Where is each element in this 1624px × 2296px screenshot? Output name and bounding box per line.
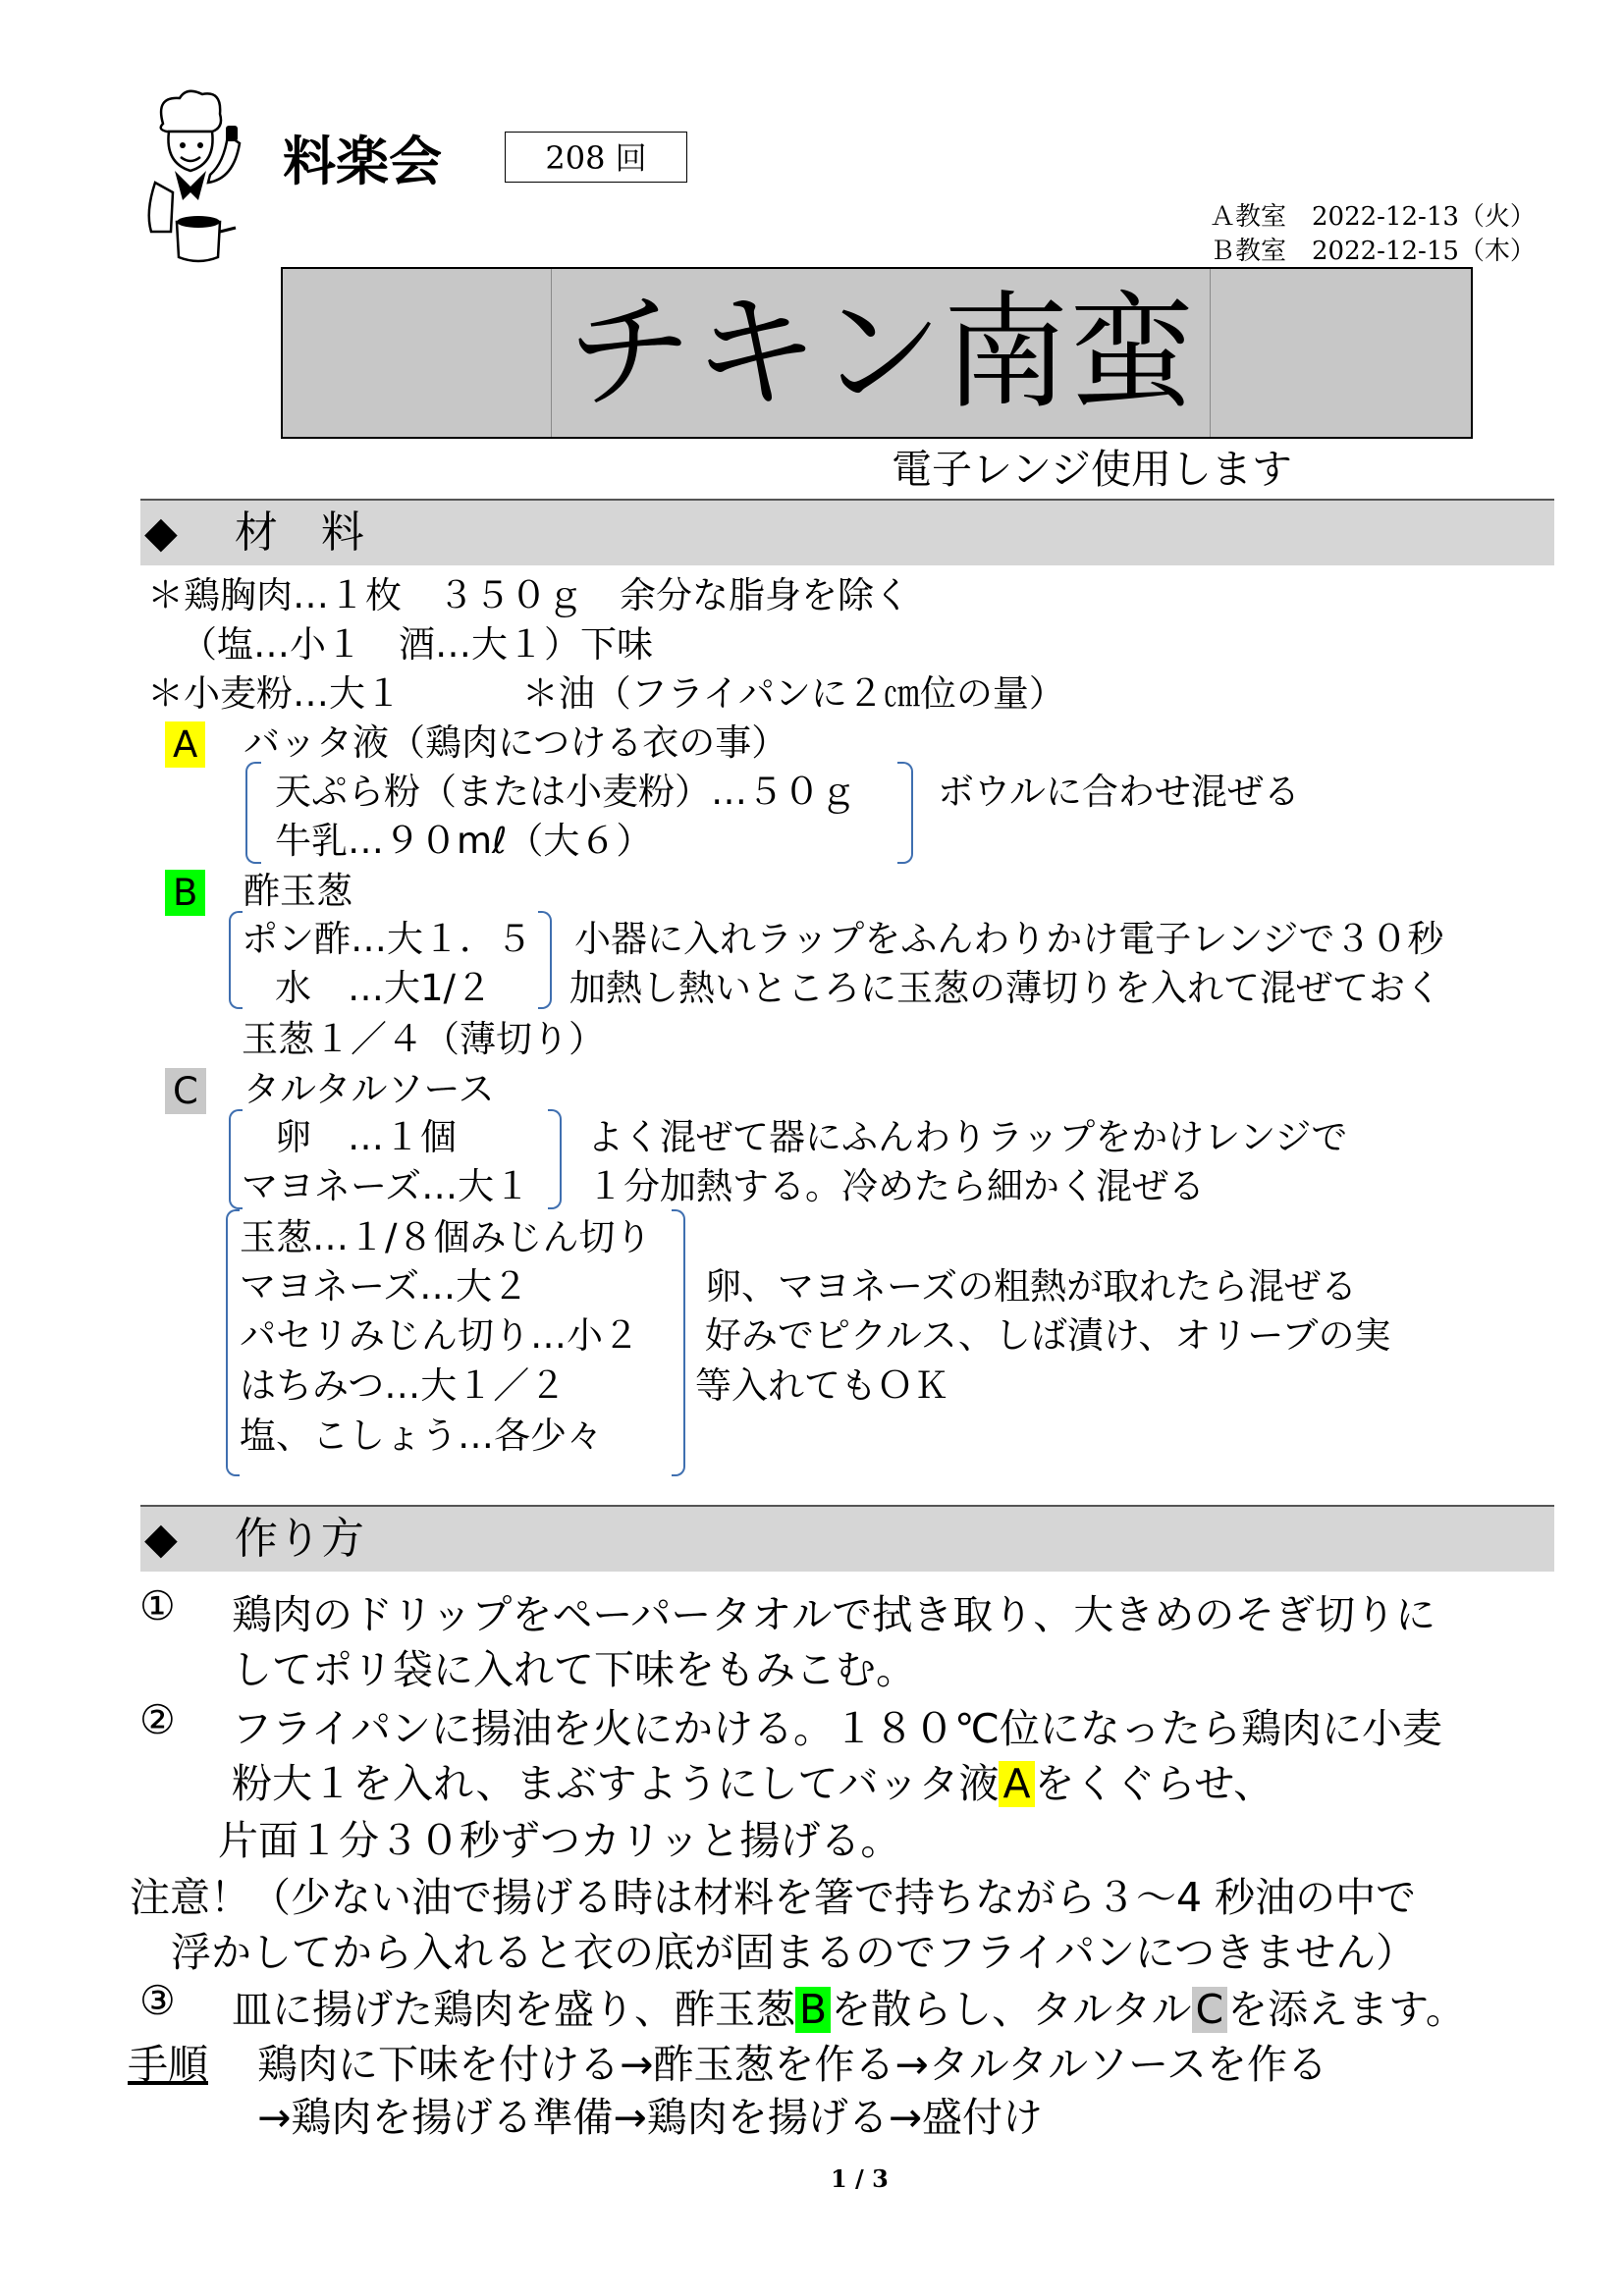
ingredient-item: 玉葱１／４（薄切り） bbox=[242, 1018, 605, 1060]
tartar-note: １分加熱する。冷めたら細かく混ぜる bbox=[587, 1165, 1205, 1207]
step-number: ① bbox=[139, 1582, 176, 1629]
bracket-left bbox=[229, 1109, 243, 1209]
tartar-note: 好みでピクルス、しば漬け、オリーブの実 bbox=[705, 1314, 1391, 1357]
ingredient-item: 牛乳…９０mℓ（大６） bbox=[275, 820, 653, 862]
bracket-left bbox=[229, 911, 243, 1009]
tartar-title: タルタルソース bbox=[244, 1068, 495, 1110]
ingredient-item: 水 …大1/２ bbox=[275, 967, 493, 1009]
step-text: してポリ袋に入れて下味をもみこむ。 bbox=[232, 1646, 916, 1693]
ingredient-item: マヨネーズ…大２ bbox=[240, 1265, 529, 1308]
batter-title: バッタ液（鶏肉につける衣の事） bbox=[244, 721, 788, 764]
method-header-bar bbox=[140, 1507, 1554, 1572]
tartar-note: よく混ぜて器にふんわりラップをかけレンジで bbox=[587, 1116, 1348, 1158]
ingredient-line: ＊小麦粉…大１ ＊油（フライパンに２㎝位の量） bbox=[147, 672, 1065, 715]
ingredient-item: 塩、こしょう…各少々 bbox=[240, 1415, 603, 1457]
class-b-date: Ｂ教室 2022-12-15（木） bbox=[1210, 237, 1536, 266]
step-text-part: 粉大１を入れ、まぶすようにしてバッタ液 bbox=[232, 1760, 1000, 1807]
step-text-part: を添えます。 bbox=[1227, 1986, 1466, 2033]
label-c-badge: C bbox=[165, 1068, 206, 1114]
microwave-note: 電子レンジ使用します bbox=[892, 446, 1292, 493]
bracket-right bbox=[538, 911, 552, 1009]
ingredient-item: マヨネーズ…大１ bbox=[242, 1165, 531, 1207]
step-text: フライパンに揚油を火にかける。１８０℃位になったら鶏肉に小麦 bbox=[232, 1705, 1442, 1752]
label-b-badge: B bbox=[165, 870, 205, 916]
step-text: 鶏肉のドリップをペーパータオルで拭き取り、大きめのそぎ切りに bbox=[232, 1591, 1436, 1638]
page-number: 1 / 3 bbox=[831, 2164, 889, 2193]
ingredient-item: パセリみじん切り…小２ bbox=[240, 1314, 639, 1357]
caution-text: 浮かしてから入れると衣の底が固まるのでフライパンにつきません） bbox=[171, 1929, 1417, 1976]
ingredients-heading: ◆ 材 料 bbox=[144, 507, 364, 558]
chef-logo bbox=[126, 84, 253, 271]
ingredient-item: はちみつ…大１／２ bbox=[240, 1364, 567, 1407]
step-text bbox=[232, 1977, 1466, 2035]
onion-title: 酢玉葱 bbox=[244, 870, 352, 912]
chef-illustration bbox=[126, 84, 253, 271]
class-a-date: Ａ教室 2022-12-13（火） bbox=[1210, 202, 1536, 232]
ingredient-item: 玉葱…１/８個みじん切り bbox=[240, 1216, 652, 1258]
label-c-badge: C bbox=[1192, 1987, 1228, 2033]
bracket-right bbox=[897, 762, 913, 864]
bracket-left bbox=[226, 1209, 240, 1476]
step-text-part: 皿に揚げた鶏肉を盛り、酢玉葱 bbox=[232, 1986, 795, 2033]
step-number: ② bbox=[139, 1696, 176, 1743]
onion-note: 小器に入れラップをふんわりかけ電子レンジで３０秒 bbox=[574, 918, 1444, 960]
club-name: 料楽会 bbox=[283, 131, 442, 192]
recipe-title: チキン南蛮 bbox=[551, 269, 1211, 437]
caution-text: 注意！（少ない油で揚げる時は材料を箸で持ちながら３～4 秒油の中で bbox=[130, 1874, 1417, 1921]
step-text bbox=[232, 1751, 1273, 1809]
method-heading: ◆ 作り方 bbox=[144, 1514, 364, 1564]
procedure-label: 手順 bbox=[128, 2041, 208, 2088]
ingredient-item: 天ぷら粉（または小麦粉）…５０ｇ bbox=[275, 771, 856, 813]
session-number: 208 回 bbox=[505, 132, 687, 183]
bracket-right bbox=[548, 1109, 562, 1209]
label-b-badge: B bbox=[795, 1987, 831, 2033]
step-number: ③ bbox=[139, 1977, 176, 2024]
step-text-part: をくぐらせ、 bbox=[1034, 1760, 1274, 1807]
label-a-badge: A bbox=[999, 1761, 1034, 1807]
tartar-note: 等入れてもＯＫ bbox=[695, 1364, 949, 1407]
procedure-text: 鶏肉に下味を付ける→酢玉葱を作る→タルタルソースを作る bbox=[257, 2041, 1328, 2088]
procedure-text: →鶏肉を揚げる準備→鶏肉を揚げる→盛付け bbox=[257, 2094, 1044, 2141]
ingredient-line: （塩…小１ 酒…大１）下味 bbox=[181, 623, 653, 666]
ingredient-item: 卵 …１個 bbox=[275, 1116, 457, 1158]
step-text: 片面１分３０秒ずつカリッと揚げる。 bbox=[218, 1817, 901, 1864]
batter-note: ボウルに合わせ混ぜる bbox=[938, 771, 1300, 813]
onion-note: 加熱し熱いところに玉葱の薄切りを入れて混ぜておく bbox=[569, 967, 1441, 1009]
ingredient-item: ポン酢…大１．５ bbox=[242, 918, 532, 960]
title-box bbox=[281, 267, 1473, 439]
ingredients-header-bar bbox=[140, 501, 1554, 565]
tartar-note: 卵、マヨネーズの粗熱が取れたら混ぜる bbox=[705, 1265, 1358, 1308]
bracket-right bbox=[672, 1209, 685, 1476]
bracket-left bbox=[245, 762, 261, 864]
step-text-part: を散らし、タルタル bbox=[831, 1986, 1192, 2033]
label-a-badge: A bbox=[165, 721, 205, 768]
ingredient-line: ＊鶏胸肉…１枚 ３５０ｇ 余分な脂身を除く bbox=[147, 574, 910, 616]
